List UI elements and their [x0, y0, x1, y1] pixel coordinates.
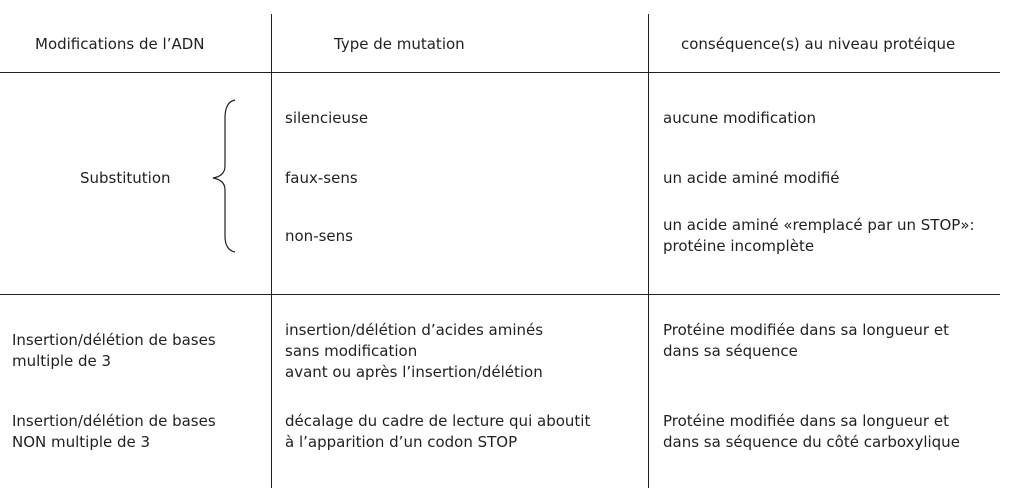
- modification-indel-multiple-line1: Insertion/délétion de bases: [12, 331, 216, 349]
- column-divider-2: [648, 14, 649, 488]
- type-indel-multiple-line2: sans modification: [285, 342, 418, 360]
- curly-brace: [205, 98, 241, 254]
- modification-indel-multiple-line2: multiple de 3: [12, 352, 112, 370]
- consequence-indel-multiple-line1: Protéine modifiée dans sa longueur et: [663, 321, 949, 339]
- modification-indel-non-multiple-line1: Insertion/délétion de bases: [12, 412, 216, 430]
- header-rule: [0, 72, 1000, 73]
- type-indel-non-multiple-line2: à l’apparition d’un codon STOP: [285, 433, 518, 451]
- modification-indel-non-multiple-line2: NON multiple de 3: [12, 433, 151, 451]
- consequence-indel-non-multiple-line2: dans sa séquence du côté carboxylique: [663, 433, 960, 451]
- consequence-missense: un acide aminé modifié: [663, 169, 840, 187]
- column-divider-1: [271, 14, 272, 488]
- header-type-mutation: Type de mutation: [334, 35, 465, 53]
- mutation-type-missense: faux-sens: [285, 169, 358, 187]
- type-indel-multiple-line1: insertion/délétion d’acides aminés: [285, 321, 544, 339]
- consequence-indel-non-multiple-line1: Protéine modifiée dans sa longueur et: [663, 412, 949, 430]
- section-rule: [0, 294, 1000, 295]
- consequence-silent: aucune modification: [663, 109, 817, 127]
- mutation-type-nonsense: non-sens: [285, 227, 353, 245]
- consequence-indel-multiple-line2: dans sa séquence: [663, 342, 798, 360]
- type-indel-multiple-line3: avant ou après l’insertion/délétion: [285, 363, 543, 381]
- consequence-nonsense-line1: un acide aminé «remplacé par un STOP»:: [663, 216, 975, 234]
- header-modifications: Modifications de l’ADN: [35, 35, 205, 53]
- consequence-nonsense-line2: protéine incomplète: [663, 237, 815, 255]
- substitution-label: Substitution: [80, 169, 171, 187]
- type-indel-non-multiple-line1: décalage du cadre de lecture qui aboutit: [285, 412, 591, 430]
- mutation-type-silent: silencieuse: [285, 109, 369, 127]
- header-consequences: conséquence(s) au niveau protéique: [681, 35, 956, 53]
